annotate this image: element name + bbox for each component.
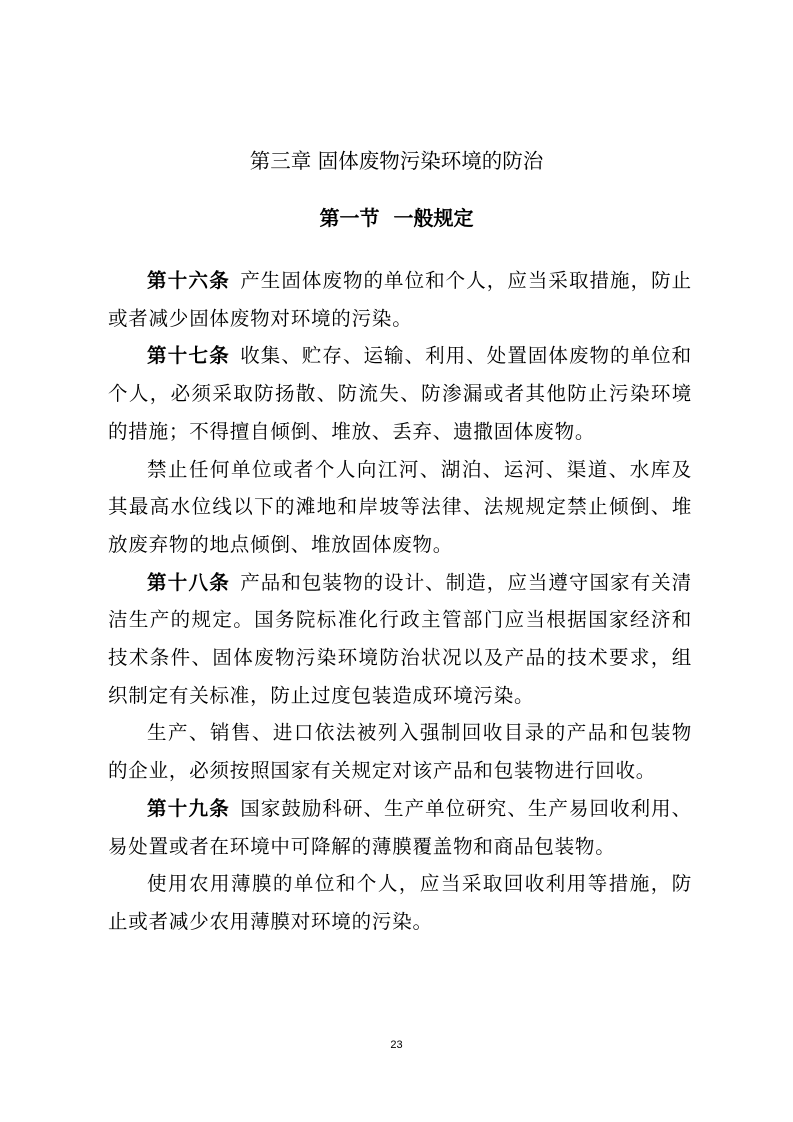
paragraph-article-16	[108, 262, 692, 337]
article-number: 第十九条	[147, 796, 230, 820]
body-text	[108, 262, 692, 941]
paragraph-article-18-clause-2	[108, 714, 692, 789]
paragraph-text: 国家鼓励科研、生产单位研究、生产易回收利用、易处置或者在环境中可降解的薄膜覆盖物和商品包装物。	[108, 796, 692, 858]
paragraph-article-19-clause-2	[108, 865, 692, 940]
paragraph-text: 产生固体废物的单位和个人，应当采取措施，防止或者减少固体废物对环境的污染。	[108, 269, 692, 330]
section-label: 第一节	[319, 206, 380, 230]
paragraph-text: 收集、贮存、运输、利用、处置固体废物的单位和个人，必须采取防扬散、防流失、防渗漏或者其他防止污染环境的措施；不得擅自倾倒、堆放、丢弃、遗撒固体废物。	[108, 344, 692, 443]
paragraph-article-18	[108, 564, 692, 715]
page-number: 23	[390, 1039, 403, 1051]
section-name: 一般规定	[393, 206, 474, 230]
paragraph-text: 产品和包装物的设计、制造，应当遵守国家有关清洁生产的规定。国务院标准化行政主管部门应当根据国家经济和技术条件、固体废物污染环境防治状况以及产品的技术要求，组织制定有关标准，防止过度包装造成环境污染。	[108, 570, 692, 707]
paragraph-article-17	[108, 337, 692, 450]
paragraph-article-17-clause-2	[108, 451, 692, 564]
paragraph-text: 禁止任何单位或者个人向江河、湖泊、运河、渠道、水库及其最高水位线以下的滩地和岸坡等法律、法规规定禁止倾倒、堆放废弃物的地点倾倒、堆放固体废物。	[108, 457, 692, 556]
paragraph-article-19	[108, 790, 692, 865]
article-number: 第十六条	[147, 269, 230, 292]
section-title	[0, 203, 793, 233]
paragraph-text: 生产、销售、进口依法被列入强制回收目录的产品和包装物的企业，必须按照国家有关规定对该产品和包装物进行回收。	[108, 721, 692, 783]
article-number: 第十七条	[147, 344, 230, 368]
paragraph-text: 使用农用薄膜的单位和个人，应当采取回收利用等措施，防止或者减少农用薄膜对环境的污染。	[108, 872, 692, 933]
chapter-title: 第三章 固体废物污染环境的防治	[249, 149, 544, 173]
article-number: 第十八条	[147, 570, 230, 594]
